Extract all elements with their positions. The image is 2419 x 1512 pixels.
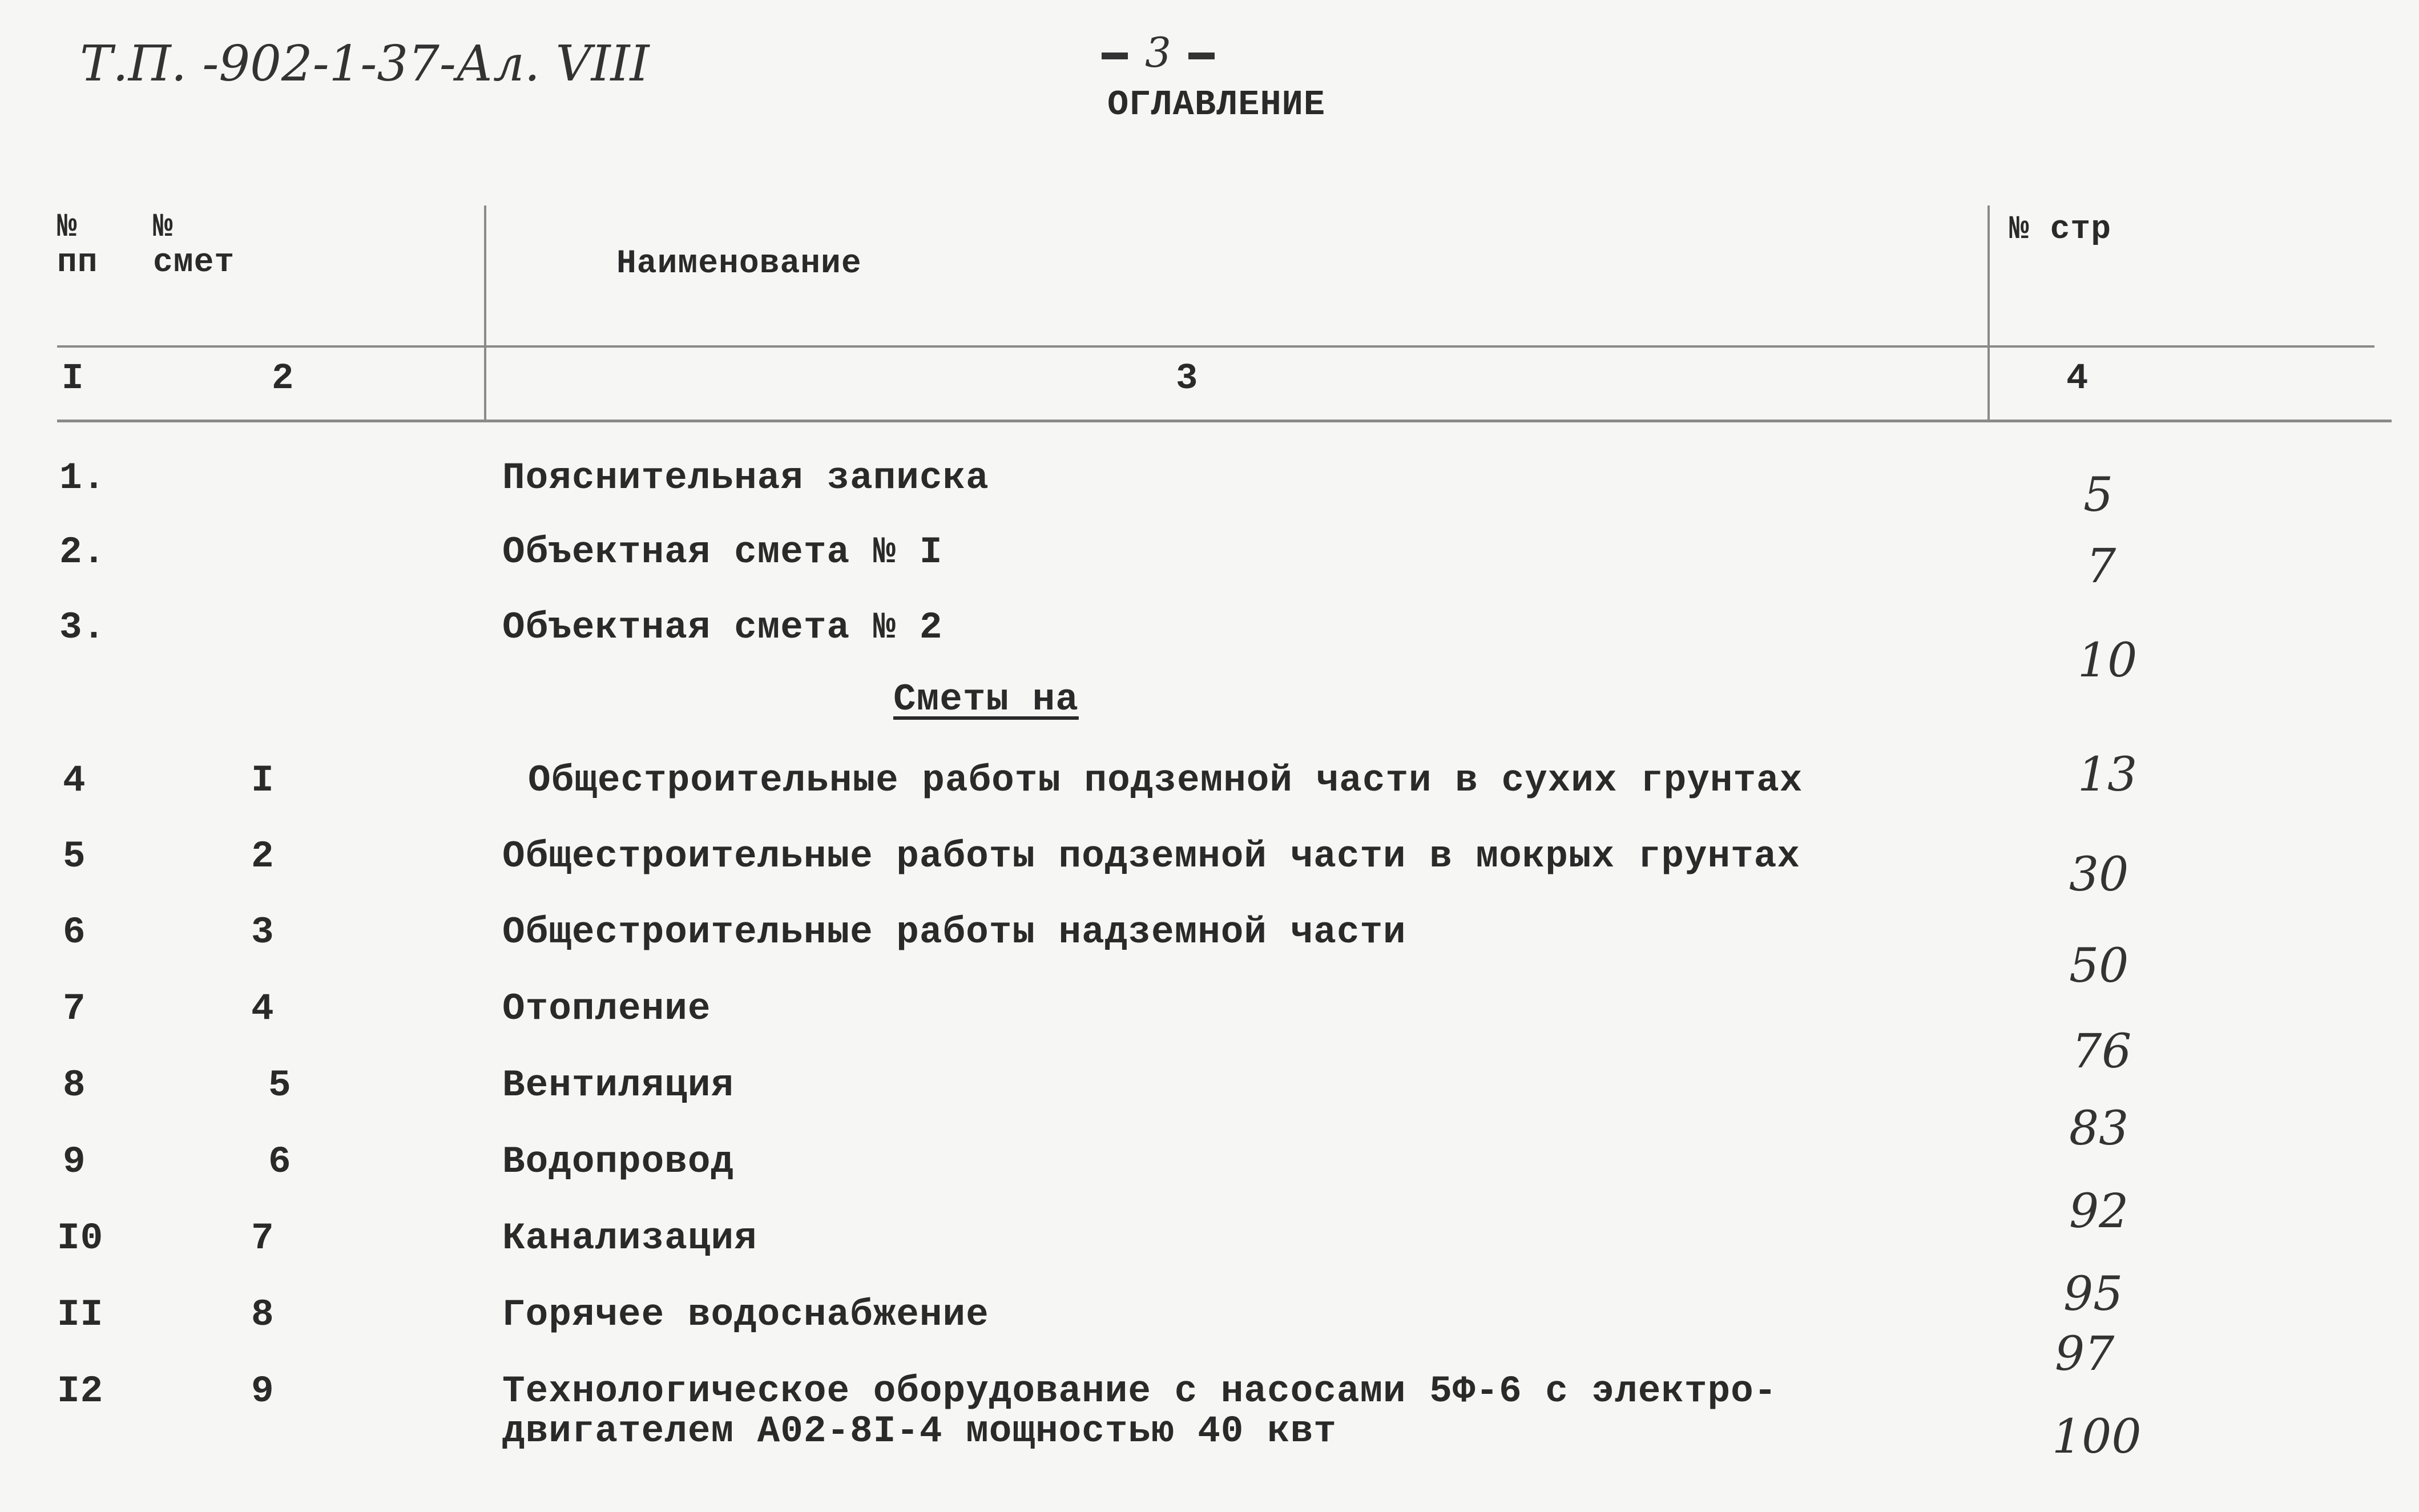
- row-4-estimate: I: [251, 759, 275, 802]
- column-number-3: 3: [1176, 358, 1199, 400]
- row-8-name: Вентиляция: [502, 1064, 735, 1107]
- row-6-page: 50: [2069, 939, 2129, 993]
- dash-right: [1188, 53, 1215, 59]
- column-numbers-rule: [57, 420, 2392, 422]
- col-header-page: № стр: [2009, 211, 2112, 248]
- row-11-num: II: [57, 1293, 104, 1336]
- row-6-estimate: 3: [251, 911, 275, 954]
- row-12-page: 100: [2052, 1410, 2142, 1464]
- section-heading: Сметы на: [893, 678, 1079, 721]
- row-5-num: 5: [63, 835, 86, 878]
- row-1-page: 5: [2083, 468, 2114, 522]
- row-4-page: 13: [2078, 748, 2138, 802]
- col-header-num-pp: № пп: [57, 209, 98, 281]
- row-11-estimate: 8: [251, 1293, 275, 1336]
- row-3-name: Объектная смета № 2: [502, 606, 943, 649]
- column-number-2: 2: [272, 358, 295, 400]
- row-7-num: 7: [63, 987, 86, 1030]
- row-12-name-line2: двигателем А02-8I-4 мощностью 40 квт: [502, 1410, 1337, 1453]
- row-5-estimate: 2: [251, 835, 275, 878]
- col-header-num-estimate: № смет: [153, 209, 235, 281]
- row-2-page: 7: [2086, 539, 2116, 594]
- column-divider-2: [1987, 205, 1990, 422]
- row-4-name: Общестроительные работы подземной части в сухих грунтах: [528, 759, 1803, 802]
- row-8-estimate: 5: [268, 1064, 292, 1107]
- row-9-page: 92: [2069, 1184, 2129, 1239]
- row-7-page: 76: [2072, 1025, 2132, 1079]
- row-10-estimate: 7: [251, 1217, 275, 1260]
- document-code: Т.П. -902-1-37-Ал. VIII: [80, 35, 650, 92]
- row-9-name: Водопровод: [502, 1140, 735, 1183]
- row-6-name: Общестроительные работы надземной части: [502, 911, 1406, 954]
- row-9-num: 9: [63, 1140, 86, 1183]
- row-5-page: 30: [2069, 848, 2129, 902]
- page-number: [1084, 29, 1232, 76]
- row-8-num: 8: [63, 1064, 86, 1107]
- row-3-page: 10: [2078, 634, 2138, 688]
- row-2-name: Объектная смета № I: [502, 531, 943, 574]
- column-number-4: 4: [2066, 358, 2089, 400]
- column-divider-1: [484, 205, 486, 422]
- row-5-name: Общестроительные работы подземной части в мокрых грунтах: [502, 835, 1800, 878]
- row-8-page: 83: [2069, 1102, 2129, 1156]
- row-10-page: 95: [2063, 1267, 2123, 1321]
- row-2-num: 2.: [59, 531, 106, 574]
- row-12-num: I2: [57, 1370, 104, 1413]
- row-10-num: I0: [57, 1217, 104, 1260]
- row-9-estimate: 6: [268, 1140, 292, 1183]
- row-6-num: 6: [63, 911, 86, 954]
- row-11-page: 97: [2055, 1327, 2115, 1381]
- row-7-estimate: 4: [251, 987, 275, 1030]
- header-rule: [57, 345, 2374, 348]
- row-4-num: 4: [63, 759, 86, 802]
- page-title: ОГЛАВЛЕНИЕ: [1107, 84, 1326, 125]
- row-12-name-line1: Технологическое оборудование с насосами 5Ф-6 с электро-: [502, 1370, 1777, 1413]
- row-1-num: 1.: [59, 457, 106, 499]
- row-1-name: Пояснительная записка: [502, 457, 989, 499]
- row-10-name: Канализация: [502, 1217, 757, 1260]
- dash-left: [1102, 53, 1128, 59]
- row-7-name: Отопление: [502, 987, 711, 1030]
- row-11-name: Горячее водоснабжение: [502, 1293, 989, 1336]
- col-header-name: Наименование: [616, 245, 862, 283]
- row-3-num: 3.: [59, 606, 106, 649]
- column-number-1: I: [62, 358, 84, 400]
- row-12-estimate: 9: [251, 1370, 275, 1413]
- page-number-value: 3: [1145, 29, 1171, 76]
